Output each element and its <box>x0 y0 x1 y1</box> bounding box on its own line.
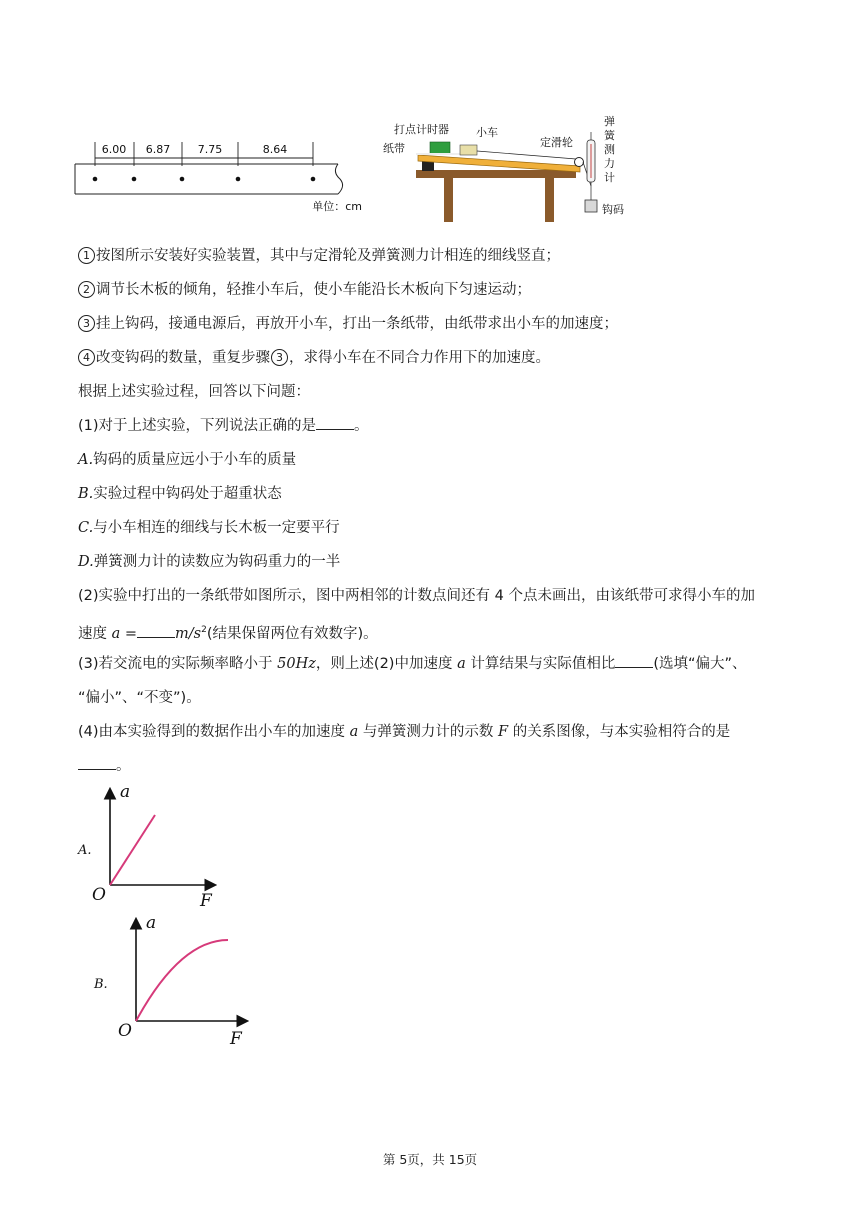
pulley-icon <box>575 158 584 167</box>
step-text: 改变钩码的数量，重复步骤 <box>96 350 270 366</box>
answer-blank-2[interactable] <box>137 623 175 638</box>
step-number: 2 <box>78 281 95 298</box>
step-number: 1 <box>78 247 95 264</box>
graph-a-y-label: a <box>120 782 131 802</box>
option-c <box>78 517 340 539</box>
label-spring-5: 计 <box>604 171 615 184</box>
option-text: 实验过程中钩码处于超重状态 <box>93 486 282 502</box>
question-4-text: 与弹簧测力计的示数 <box>358 724 499 740</box>
option-b <box>78 483 282 505</box>
option-letter: B. <box>78 486 94 502</box>
option-d <box>78 551 340 573</box>
question-2-text: 速度 <box>78 625 112 642</box>
label-pulley: 定滑轮 <box>540 136 573 149</box>
step-text: 挂上钩码，接通电源后，再放开小车，打出一条纸带，由纸带求出小车的加速度； <box>96 316 618 332</box>
variable-f: F <box>498 724 509 740</box>
answer-blank-1[interactable] <box>316 415 354 430</box>
question-1-text: (1)对于上述实验，下列说法正确的是 <box>78 418 317 434</box>
intro-text: 根据上述实验过程，回答以下问题： <box>78 384 310 400</box>
label-spring-3: 测 <box>604 143 615 156</box>
question-4-line-1 <box>78 721 730 743</box>
tape-segment-4: 8.64 <box>262 143 288 156</box>
step-2 <box>78 279 531 301</box>
step-text: ，求得小车在不同合力作用下的加速度。 <box>289 350 550 366</box>
label-spring-1: 弹 <box>604 115 615 128</box>
question-4-end: 。 <box>116 758 131 774</box>
graph-a-origin-label: O <box>92 885 106 905</box>
graph-b-y-label: a <box>146 913 157 933</box>
page-footer: 第 5页，共 15页 <box>382 1152 478 1167</box>
label-spring-4: 力 <box>604 157 615 170</box>
unit-text: m/s <box>175 625 202 642</box>
tape-dots <box>93 177 316 182</box>
question-2-text-tail: (结果保留两位有效数字)。 <box>206 625 378 642</box>
option-text: 弹簧测力计的读数应为钩码重力的一半 <box>93 554 341 570</box>
question-4-line-2 <box>78 755 131 777</box>
equals-sign: = <box>120 625 138 642</box>
frequency-value: 50Hz <box>277 656 316 672</box>
graph-option-b[interactable] <box>88 908 258 1048</box>
option-a <box>78 449 296 471</box>
question-2-line-1: (2)实验中打出的一条纸带如图所示，图中两相邻的计数点间还有 4 个点未画出，由该纸带可求得小车的加 <box>78 588 755 604</box>
label-spring-2: 簧 <box>604 129 615 142</box>
paper-tape-figure <box>70 136 370 218</box>
graph-a-option-label: A. <box>78 843 92 858</box>
unit-superscript: 2 <box>201 625 207 635</box>
graph-b-option-label: B. <box>94 977 108 992</box>
cart-block <box>460 145 477 155</box>
question-3-line-1 <box>78 653 747 675</box>
variable-a: a <box>457 656 466 672</box>
label-tape: 纸带 <box>383 142 405 155</box>
graph-b-curve <box>136 940 228 1021</box>
question-3-text: 计算结果与实际值相比 <box>465 656 616 672</box>
answer-blank-3[interactable] <box>615 653 653 668</box>
option-letter: D. <box>78 554 94 570</box>
tape-unit-label: 单位：cm <box>312 200 362 213</box>
step-1 <box>78 245 560 267</box>
answer-blank-4[interactable] <box>78 755 116 770</box>
tape-segment-3: 7.75 <box>197 143 223 156</box>
question-2-line-2 <box>78 619 378 645</box>
graph-option-a[interactable] <box>72 780 232 912</box>
question-4-text: 的关系图像，与本实验相符合的是 <box>508 724 731 740</box>
timer-block <box>430 142 450 154</box>
step-number: 3 <box>78 315 95 332</box>
weight-block <box>585 200 597 212</box>
question-3-text: (选填“偏大”、 <box>653 656 747 672</box>
question-3-text: ，则上述(2)中加速度 <box>315 656 458 672</box>
graph-a-curve <box>110 815 155 885</box>
tape-segment-1: 6.00 <box>101 143 127 156</box>
graph-b-origin-label: O <box>118 1021 132 1041</box>
question-1 <box>78 415 369 437</box>
graph-a-x-label: F <box>200 891 212 911</box>
question-3-text: (3)若交流电的实际频率略小于 <box>78 656 278 672</box>
variable-a: a <box>349 724 359 740</box>
step-reference: 3 <box>271 349 288 366</box>
variable-a: a <box>111 625 121 642</box>
option-text: 与小车相连的细线与长木板一定要平行 <box>93 520 340 536</box>
question-1-end: 。 <box>354 418 369 434</box>
question-3-line-2: “偏小”、“不变”)。 <box>78 690 201 706</box>
step-text: 按图所示安装好实验装置，其中与定滑轮及弹簧测力计相连的细线竖直； <box>96 248 560 264</box>
step-number: 4 <box>78 349 95 366</box>
label-weight: 钩码 <box>602 203 624 216</box>
step-4 <box>78 347 550 369</box>
option-letter: C. <box>78 520 94 536</box>
label-timer: 打点计时器 <box>394 123 449 136</box>
option-letter: A. <box>78 452 94 468</box>
option-text: 钩码的质量应远小于小车的质量 <box>93 452 297 468</box>
step-text: 调节长木板的倾角，轻推小车后，使小车能沿长木板向下匀速运动； <box>96 282 531 298</box>
graph-b-x-label: F <box>230 1029 242 1048</box>
step-3 <box>78 313 618 335</box>
question-4-text: (4)由本实验得到的数据作出小车的加速度 <box>78 724 350 740</box>
apparatus-figure <box>380 112 640 224</box>
label-cart: 小车 <box>476 126 498 139</box>
tape-segment-2: 6.87 <box>145 143 171 156</box>
